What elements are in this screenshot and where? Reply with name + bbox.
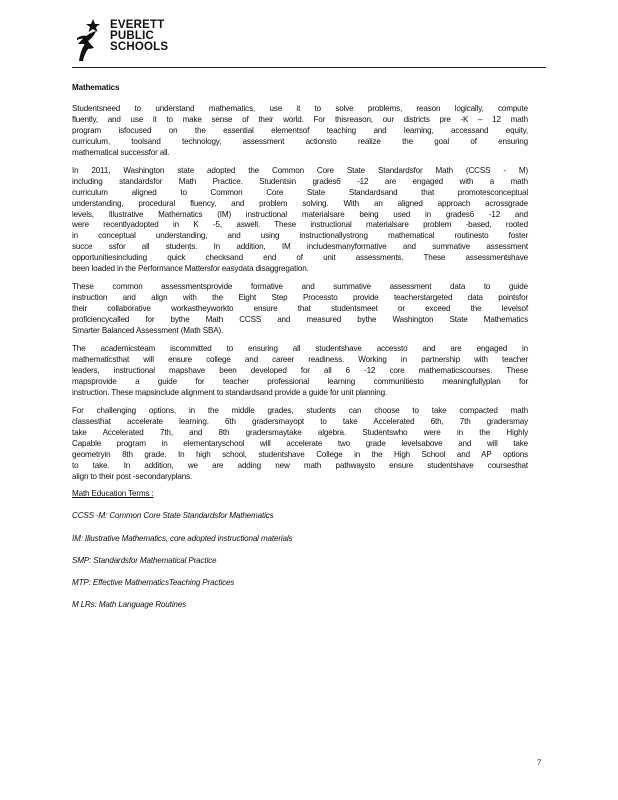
terms-list xyxy=(72,511,528,611)
paragraph-line: mapsprovide a guide for teacher professional learning communitiesto meaningfullyplan for xyxy=(72,376,528,386)
document-body xyxy=(72,83,528,623)
paragraph-line: including standardsfor Math Practice. Studentsin grades6 -12 are engaged with a math xyxy=(72,176,528,186)
paragraph-line: proficiencycalled for bythe Math CCSS and measured bythe Washington State Mathematics xyxy=(72,315,528,325)
paragraph-line: Studentsneed to understand mathematics, use it to solve problems, reason logically, compute xyxy=(72,103,528,113)
logo-text xyxy=(110,20,168,53)
term-item: IM: Illustrative Mathematics, core adopted instructional materials xyxy=(72,533,293,543)
logo-line-2: PUBLIC xyxy=(110,30,155,42)
paragraph-line: Capable program in elementaryschool will accelerate two grade levelsabove and will take xyxy=(72,438,528,448)
paragraph-line: program isfocused on the essential elementsof teaching and learning, accessand equity, xyxy=(72,125,528,135)
paragraph-line: In 2011, Washington state adopted the Common Core State Standardsfor Math (CCSS - M) xyxy=(72,165,528,175)
section-heading: Mathematics xyxy=(72,83,120,92)
paragraph-line: opportunitiesincluding quick checksand end of unit assessments. These assessmentshave xyxy=(72,253,528,263)
paragraphs xyxy=(72,104,528,483)
logo-line-3: SCHOOLS xyxy=(110,41,169,53)
paragraph-line: These common assessmentsprovide formative and summative assessment data to guide xyxy=(72,282,528,292)
paragraph-line: For challenging options, in the middle grades, students can choose to take compacted math xyxy=(72,405,528,415)
paragraph-line: curriculum aligned to Common Core State Standardsand that promotesconceptual xyxy=(72,187,528,197)
paragraph xyxy=(72,104,528,159)
terms-title: Math Education Terms : xyxy=(72,489,154,499)
paragraph xyxy=(72,166,528,276)
paragraph-line: fluently, and use it to make sense of their world. For thisreason, our districts pre -K – 12 math xyxy=(72,114,528,124)
paragraph-line: to take. In addition, we are adding new math pathwaysto ensure studentshave coursesthat xyxy=(72,460,528,470)
paragraph-line: classesthat accelerate learning. 6th gradersmayopt to take Accelerated 6th, 7th gradersmay xyxy=(72,416,528,426)
district-logo xyxy=(74,18,184,62)
page-number: 7 xyxy=(537,757,542,767)
paragraph-line: curriculum, toolsand technology, assessment actionsto realize the goal of ensuring xyxy=(72,136,528,146)
paragraph-line: align to their post -secondaryplans. xyxy=(72,471,193,481)
paragraph-line: take Accelerated 7th, and 8th gradersmaytake algebra. Studentswho were in the Highly xyxy=(72,427,528,437)
paragraph-line: in conceptual understanding, and using instructionallystrong mathematical routinesto foster xyxy=(72,231,528,241)
paragraph-line: instruction and align with the Eight Step Processto provide teacherstargeted data pointsfor xyxy=(72,293,528,303)
paragraph xyxy=(72,344,528,399)
paragraph xyxy=(72,282,528,337)
paragraph-line: instruction. These mapsinclude alignment to standardsand provide a guide for unit planning. xyxy=(72,387,388,397)
header-divider xyxy=(72,67,546,68)
paragraph-line: leaders, instructional mapshave been developed for all 6 -12 core mathematicscourses. These xyxy=(72,365,528,375)
paragraph-line: Smarter Balanced Assessment (Math SBA). xyxy=(72,326,224,336)
paragraph-line: been loaded in the Performance Mattersfor easydata disaggregation. xyxy=(72,264,309,274)
paragraph-line: were recentlyadopted in K -5, aswell. These instructional materialsare problem -based, rooted xyxy=(72,220,528,230)
star-figure-icon xyxy=(74,18,108,62)
term-item: M LRs: Math Language Routines xyxy=(72,600,186,610)
paragraph-line: The academicsteam iscommitted to ensuring all studentshave accessto and are engaged in xyxy=(72,344,528,354)
logo-line-1: EVERETT xyxy=(110,19,165,31)
paragraph xyxy=(72,406,528,483)
paragraph-line: mathematical successfor all. xyxy=(72,147,170,157)
paragraph-line: their collaborative workastheyworkto ensure that studentsmeet or exceed the levelsof xyxy=(72,304,528,314)
paragraph-line: geometryin 8th grade. In high school, studentshave College in the High School and AP options xyxy=(72,449,528,459)
term-item: MTP: Effective MathematicsTeaching Practices xyxy=(72,578,235,588)
term-item: SMP: Standardsfor Mathematical Practice xyxy=(72,555,217,565)
paragraph-line: understanding, procedural fluency, and problem solving. With an aligned approach acrossgrade xyxy=(72,198,528,208)
paragraph-line: levels, Illustrative Mathematics (IM) instructional materialsare being used in grades6 -12 and xyxy=(72,209,528,219)
paragraph-line: succe ssfor all students. In addition, IM includesmanyformative and summative assessment xyxy=(72,242,528,252)
term-item: CCSS -M: Common Core State Standardsfor Mathematics xyxy=(72,511,274,521)
paragraph-line: mathematicsthat will ensure college and career readiness. Working in partnership with teacher xyxy=(72,354,528,364)
